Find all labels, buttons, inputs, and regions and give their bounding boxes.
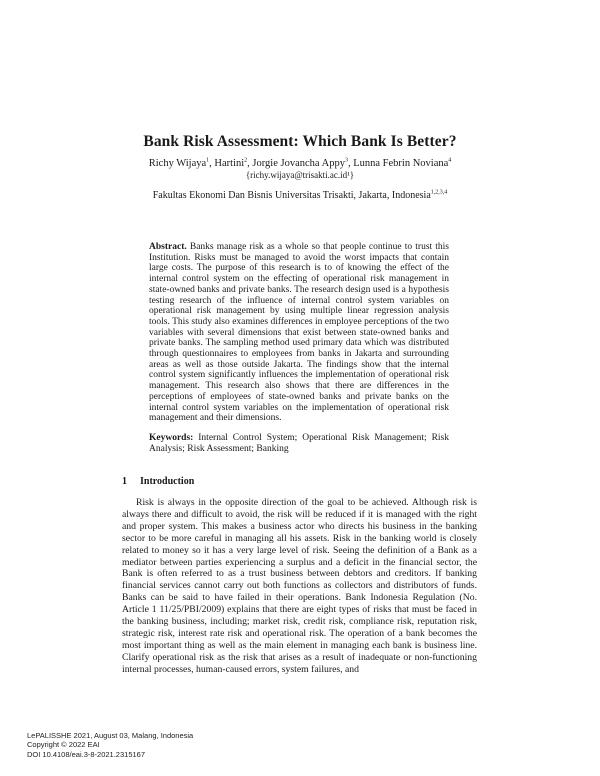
footer-doi: DOI 10.4108/eai.3-8-2021.2315167 (27, 749, 146, 759)
section-heading (122, 476, 194, 487)
author: Hartini$^2$, (214, 157, 253, 169)
section-title: Introduction (140, 476, 195, 487)
footer-conference: LePALISSHE 2021, August 03, Malang, Indonesia (27, 731, 194, 740)
footer-copyright: Copyright © 2022 EAI (27, 740, 100, 750)
author: Lunna Febrin Noviana$^4$ (353, 157, 452, 169)
introduction-paragraph: Risk is always in the opposite direction of the goal to be achieved. Although risk is always there and difficult to avoid, the risk will be reduced if it is managed with the right and proper system. This makes a business actor who directs his business in the banking sector to be more careful in managing all his assets. Risk in the banking world is closely related to money so it has a very large level of risk. Seeing the definition of a Bank as a mediator between parties experiencing a surplus and a deficit in the financial sector, the Bank is often referred to as a trust business between debtors and creditors. If banking financial services cannot carry out both functions as collectors and distributors of funds. Banks can be said to have failed in their operations. Bank Indonesia Regulation (No. Article 1 11/25/PBI/2009) explains that there are eight types of risks that must be faced in the banking business, including; market risk, credit risk, compliance risk, reputation risk, strategic risk, interest rate risk and operational risk. The operation of a bank becomes the most important thing as well as the main element in managing each bank is business line. Clarify operational risk as the risk that arises as a result of inadequate or non-functioning internal processes, human-caused errors, system failures, and (122, 497, 477, 675)
author-email: {richy.wijaya@trisakti.ac.id¹} (245, 170, 355, 180)
author: Jorgie Jovancha Appy$^3$, (252, 157, 354, 169)
abstract-label: Abstract. (149, 242, 187, 252)
keywords (149, 433, 449, 454)
page-footer (27, 731, 193, 759)
abstract (149, 242, 449, 424)
abstract-text: Banks manage risk as a whole so that people continue to trust this Institution. Risks must be managed to avoid the worst impacts that contain large costs. The purpose of this research is to of knowing the effect of the internal control system on the effecting of operational risk management in state-owned banks and private banks. The research design used is a hypothesis testing research of the influence of internal control system variables on operational risk management by using multiple linear regression analysis tools. This study also examines differences in employee perceptions of the two variables with several dimensions that exist between state-owned banks and private banks. The sampling method used primary data which was distributed through questionnaires to employees from banks in Jakarta and surrounding areas as well as those outside Jakarta. The findings show that the internal control system significantly influences the implementation of operational risk management. This research also shows that there are differences in the perceptions of employees of state-owned banks and private banks on the internal control system variables on the implementation of operational risk management and their dimensions. (149, 242, 450, 424)
keywords-label: Keywords: (149, 433, 194, 443)
author-affiliation: Fakultas Ekonomi Dan Bisnis Universitas Trisakti, Jakarta, Indonesia$^{1,2,3,4}$ (152, 189, 448, 201)
author: Richy Wijaya$^1$, (148, 157, 215, 169)
section-number: 1 (122, 476, 127, 487)
keywords-text: Internal Control System; Operational Risk Management; Risk Analysis; Risk Assessment; Banking (149, 433, 449, 454)
author-list (0, 158, 600, 169)
paper-title: Bank Risk Assessment: Which Bank Is Better? (143, 133, 457, 150)
